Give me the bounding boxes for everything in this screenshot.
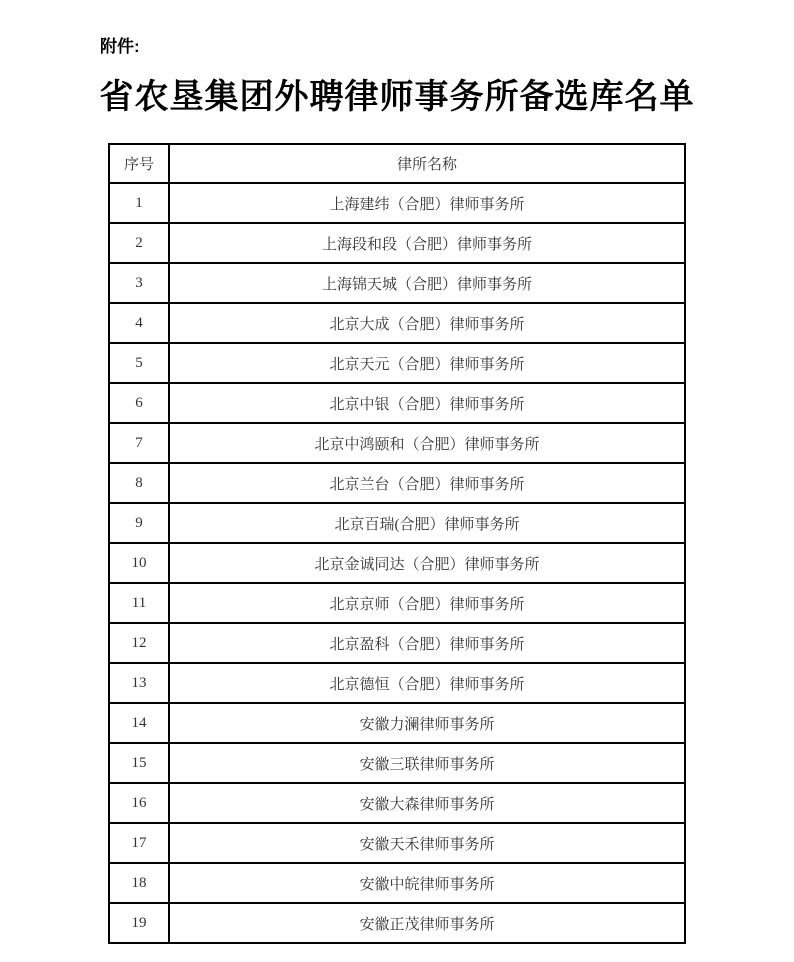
row-number-cell: 6 xyxy=(109,383,169,423)
table-row xyxy=(109,343,685,383)
table-row xyxy=(109,903,685,943)
row-number-cell: 17 xyxy=(109,823,169,863)
row-number-cell: 3 xyxy=(109,263,169,303)
row-number-cell: 16 xyxy=(109,783,169,823)
table-row xyxy=(109,423,685,463)
table-row xyxy=(109,263,685,303)
table-row xyxy=(109,183,685,223)
table-row xyxy=(109,583,685,623)
row-number-cell: 7 xyxy=(109,423,169,463)
firm-name-cell: 北京京师（合肥）律师事务所 xyxy=(169,583,685,623)
row-number-cell: 14 xyxy=(109,703,169,743)
table-row xyxy=(109,703,685,743)
row-number-cell: 11 xyxy=(109,583,169,623)
attachment-label: 附件: xyxy=(100,37,140,56)
row-number-cell: 5 xyxy=(109,343,169,383)
table-row xyxy=(109,783,685,823)
law-firm-table xyxy=(108,143,686,944)
header-cell-number: 序号 xyxy=(109,144,169,183)
table-row xyxy=(109,223,685,263)
firm-name-cell: 北京兰台（合肥）律师事务所 xyxy=(169,463,685,503)
firm-name-cell: 安徽大森律师事务所 xyxy=(169,783,685,823)
firm-name-cell: 北京德恒（合肥）律师事务所 xyxy=(169,663,685,703)
row-number-cell: 8 xyxy=(109,463,169,503)
row-number-cell: 13 xyxy=(109,663,169,703)
firm-name-cell: 上海锦天城（合肥）律师事务所 xyxy=(169,263,685,303)
row-number-cell: 18 xyxy=(109,863,169,903)
table-row xyxy=(109,543,685,583)
row-number-cell: 1 xyxy=(109,183,169,223)
header-row xyxy=(109,144,685,183)
header-cell-firm-name: 律所名称 xyxy=(169,144,685,183)
firm-name-cell: 北京中鸿颐和（合肥）律师事务所 xyxy=(169,423,685,463)
table-row xyxy=(109,823,685,863)
row-number-cell: 4 xyxy=(109,303,169,343)
page-title: 省农垦集团外聘律师事务所备选库名单 xyxy=(99,79,695,116)
firm-name-cell: 北京百瑞(合肥）律师事务所 xyxy=(169,503,685,543)
firm-name-cell: 北京盈科（合肥）律师事务所 xyxy=(169,623,685,663)
row-number-cell: 15 xyxy=(109,743,169,783)
table-row xyxy=(109,863,685,903)
table-row xyxy=(109,663,685,703)
firm-name-cell: 北京金诚同达（合肥）律师事务所 xyxy=(169,543,685,583)
row-number-cell: 10 xyxy=(109,543,169,583)
table-row xyxy=(109,383,685,423)
firm-name-cell: 上海建纬（合肥）律师事务所 xyxy=(169,183,685,223)
table-body xyxy=(109,183,685,943)
table-row xyxy=(109,503,685,543)
table-header xyxy=(109,144,685,183)
firm-name-cell: 安徽三联律师事务所 xyxy=(169,743,685,783)
table-row xyxy=(109,303,685,343)
firm-name-cell: 北京大成（合肥）律师事务所 xyxy=(169,303,685,343)
row-number-cell: 19 xyxy=(109,903,169,943)
firm-name-cell: 安徽正茂律师事务所 xyxy=(169,903,685,943)
row-number-cell: 2 xyxy=(109,223,169,263)
row-number-cell: 12 xyxy=(109,623,169,663)
firm-name-cell: 安徽中皖律师事务所 xyxy=(169,863,685,903)
firm-name-cell: 北京中银（合肥）律师事务所 xyxy=(169,383,685,423)
row-number-cell: 9 xyxy=(109,503,169,543)
table-row xyxy=(109,743,685,783)
firm-name-cell: 上海段和段（合肥）律师事务所 xyxy=(169,223,685,263)
table-row xyxy=(109,623,685,663)
table-row xyxy=(109,463,685,503)
firm-name-cell: 安徽天禾律师事务所 xyxy=(169,823,685,863)
firm-name-cell: 北京天元（合肥）律师事务所 xyxy=(169,343,685,383)
firm-name-cell: 安徽力澜律师事务所 xyxy=(169,703,685,743)
